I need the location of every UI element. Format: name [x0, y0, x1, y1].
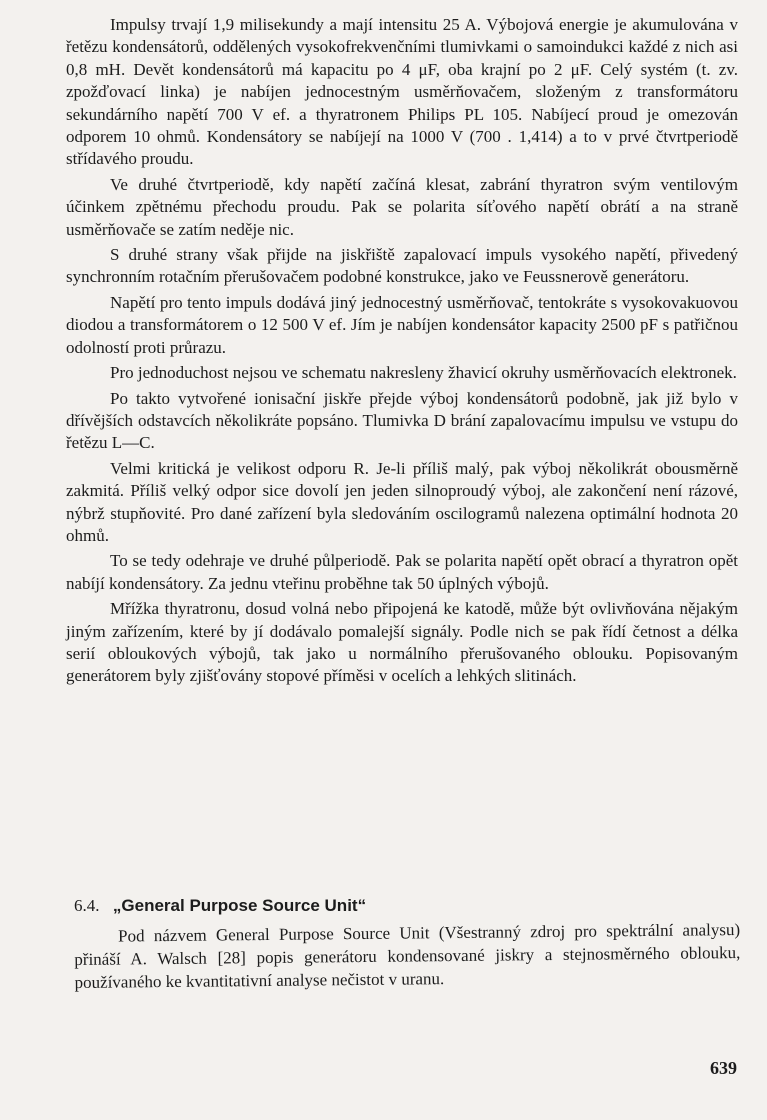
paragraph-5: Pro jednoduchost nejsou ve schematu nakresleny žhavicí okruhy usměrňovacích elektronek.	[110, 363, 737, 383]
paragraph-6: Po takto vytvořené ionisační jiskře přejde výboj kondensátorů podobně, jak již bylo v dřívějších odstavcích několikráte popsáno. Tlumivka D brání zapalovacímu impulsu ve vstupu do řetězu L—C.	[66, 388, 738, 453]
section-heading	[74, 895, 734, 917]
paragraph-2: Ve druhé čtvrtperiodě, kdy napětí začíná klesat, zabrání thyratron svým ventilovým účinkem zpětnému přechodu proudu. Pak se polarita síťového napětí obrátí a na straně usměrňovače se zatím neděje nic.	[66, 174, 738, 239]
paragraph-4: Napětí pro tento impuls dodává jiný jednocestný usměrňovač, tentokráte s vysokovakuovou diodou a transformátorem o 12 500 V ef. Jím je nabíjen kondensátor kapacity 2500 pF s patřičnou odolností proti průrazu.	[66, 292, 738, 357]
paragraph-9: Mřížka thyratronu, dosud volná nebo připojená ke katodě, může být ovlivňována nějakým jiným zařízením, které by jí dodávalo pomalejší signály. Podle nich se pak řídí četnost a délka serií obloukových výbojů, tak jako u normálního přerušovaného oblouku. Popisovaným generátorem byly zjišťovány stopové příměsi v ocelích a lehkých slitinách.	[66, 599, 738, 686]
section-title: „General Purpose Source Unit“	[112, 896, 367, 915]
paragraph-3: S druhé strany však přijde na jiskřiště zapalovací impuls vysokého napětí, přivedený synchronním rotačním přerušovačem podobné konstrukce, jako ve Feussnerově generátoru.	[66, 245, 738, 287]
page-number: 639	[710, 1058, 737, 1078]
section-number: 6.4.	[74, 896, 100, 915]
body-text	[66, 14, 738, 688]
paragraph-7: Velmi kritická je velikost odporu R. Je-li příliš malý, pak výboj několikrát obousměrně zakmitá. Příliš velký odpor sice dovolí jen jeden silnoproudý výboj, ale zakončení není rázové, nýbrž stupňovité. Pro dané zařízení byla sledováním oscilogramů nalezena optimální hodnota 20 ohmů.	[66, 458, 738, 545]
paragraph-1: Impulsy trvají 1,9 milisekundy a mají intensitu 25 A. Výbojová energie je akumulována v řetězu kondensátorů, oddělených vysokofrekvenčními tlumivkami o samoindukci každé z nich asi 0,8 mH. Devět kondensátorů má kapacitu po 4 μF, oba krajní po 2 μF. Celý systém (t. zv. zpožďovací linka) je nabíjen jednocestným usměrňovačem, složeným z transformátoru sekundárního napětí 700 V ef. a thyratronem Philips PL 105. Nabíjecí proud je omezován odporem 10 ohmů. Kondensátory se nabíjejí na 1000 V (700 . 1,414) a to v prvé čtvrtperiodě střídavého proudu.	[66, 15, 738, 169]
section-paragraph: Pod názvem General Purpose Source Unit (Všestranný zdroj pro spektrální analysu) přináší A. Walsch [28] popis generátoru kondensované jiskry a stejnosměrného oblouku, používaného ke kvantitativní analyse nečistot v uranu.	[74, 920, 741, 992]
paragraph-8: To se tedy odehraje ve druhé půlperiodě. Pak se polarita napětí opět obrací a thyratron opět nabíjí kondensátory. Za jednu vteřinu proběhne tak 50 úplných výbojů.	[66, 551, 738, 593]
section-body	[74, 918, 741, 994]
